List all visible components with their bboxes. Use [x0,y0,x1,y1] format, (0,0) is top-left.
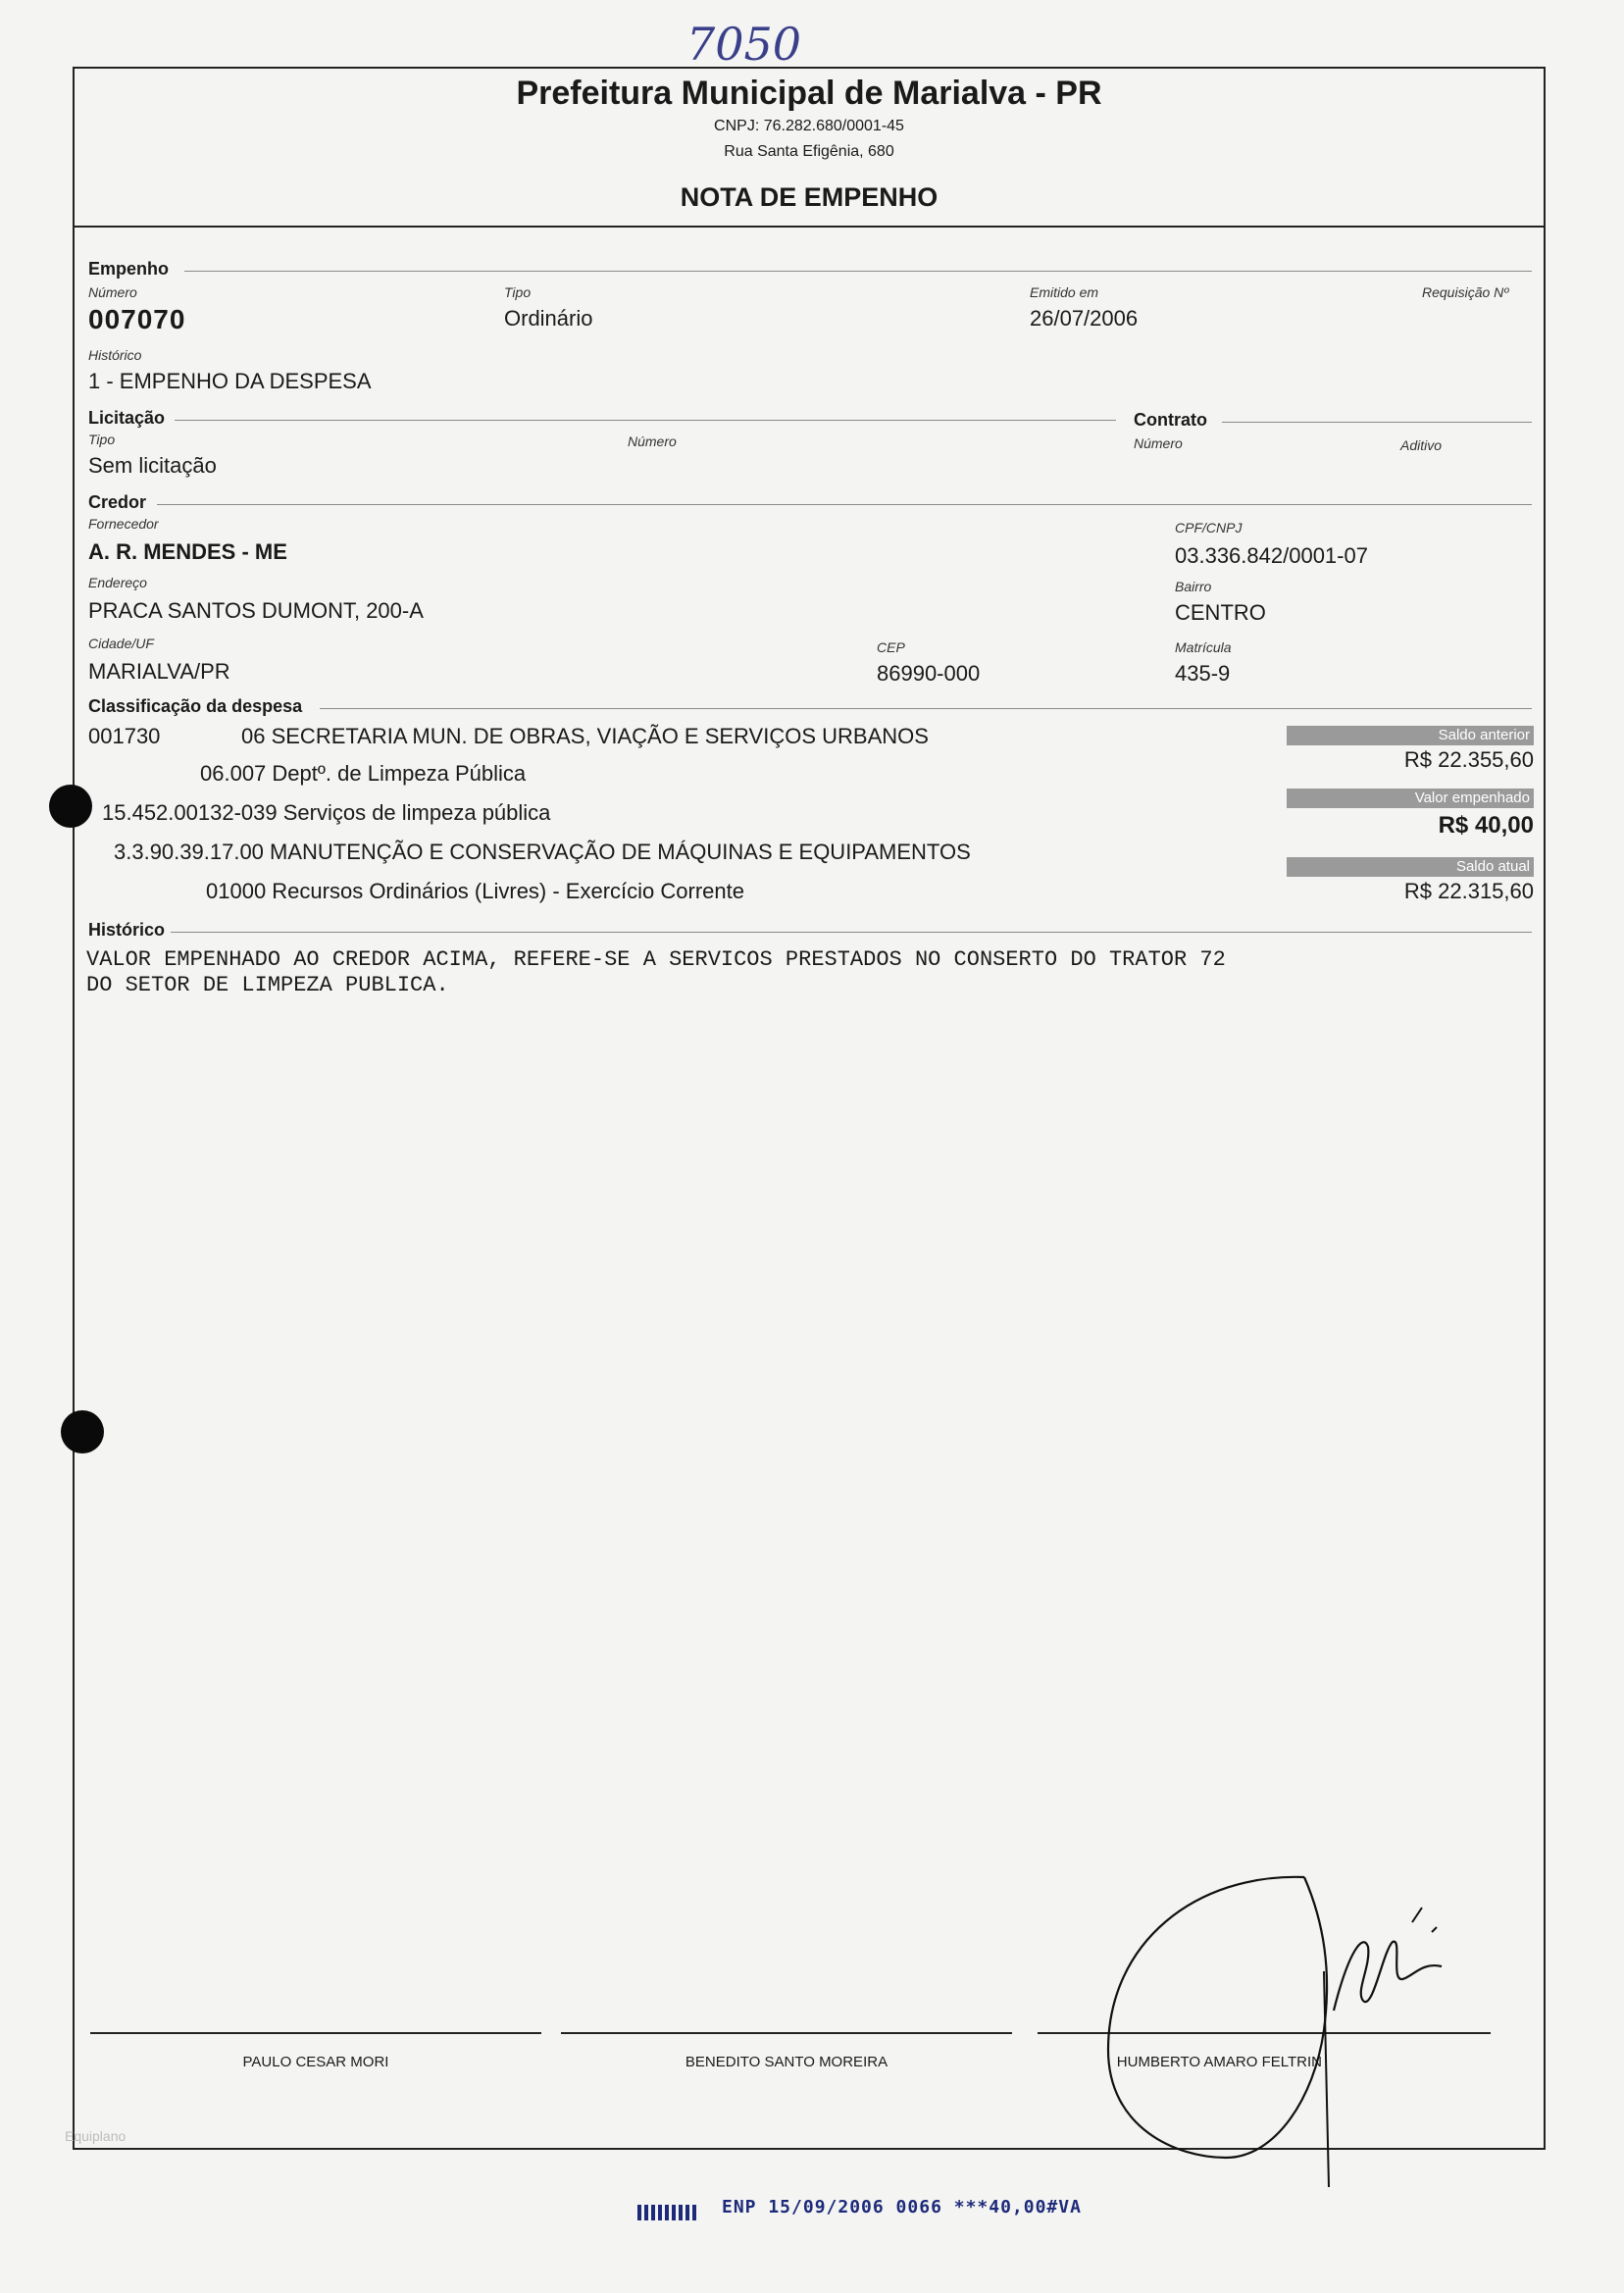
cep-label: CEP [877,639,905,655]
empenho-historico: 1 - EMPENHO DA DESPESA [88,369,372,393]
cpf-label: CPF/CNPJ [1175,520,1243,535]
emitido-date: 26/07/2006 [1030,306,1139,331]
signature-line [561,2032,1012,2034]
signatory-name: PAULO CESAR MORI [242,2054,389,2070]
empenho-tipo-label: Tipo [504,284,532,300]
matricula-value: 435-9 [1175,661,1231,686]
fornecedor-label: Fornecedor [88,516,159,532]
saldo-anterior-label: Saldo anterior [1287,726,1534,745]
cpf-value: 03.336.842/0001-07 [1175,543,1368,568]
section-rule [320,708,1532,709]
barcode-icon [637,2205,696,2220]
empenho-tipo: Ordinário [504,306,593,331]
licitacao-numero-label: Número [628,433,677,449]
orgao-code: 001730 [88,724,161,748]
section-rule [171,932,1532,933]
section-empenho: Empenho [88,259,170,279]
signatory-name: BENEDITO SANTO MOREIRA [685,2054,888,2070]
matricula-label: Matrícula [1175,639,1232,655]
header-divider [73,226,1546,228]
empenho-numero-label: Número [88,284,137,300]
historico-line-1: VALOR EMPENHADO AO CREDOR ACIMA, REFERE-SE A SERVICOS PRESTADOS NO CONSERTO DO TRATOR 72 [86,947,1226,972]
section-rule [175,420,1116,421]
bairro-value: CENTRO [1175,600,1266,625]
signature-line [90,2032,541,2034]
requisicao-label: Requisição Nº [1422,284,1509,300]
orgao-name: 06 SECRETARIA MUN. DE OBRAS, VIAÇÃO E SERVIÇOS URBANOS [241,724,929,748]
handwritten-number: 7050 [686,18,802,71]
licitacao-tipo: Sem licitação [88,453,217,478]
empenho-numero: 007070 [88,304,186,334]
section-rule [184,271,1532,272]
registration-stamp: ENP 15/09/2006 0066 ***40,00#VA [722,2197,1082,2217]
emitido-label: Emitido em [1030,284,1099,300]
section-historico: Histórico [88,920,166,940]
fornecedor-value: A. R. MENDES - ME [88,539,287,564]
saldo-atual-value: R$ 22.315,60 [1403,879,1534,903]
endereco-value: PRACA SANTOS DUMONT, 200-A [88,598,424,623]
document-title: NOTA DE EMPENHO [680,182,939,212]
contrato-numero-label: Número [1134,435,1183,451]
saldo-atual-label: Saldo atual [1287,857,1534,877]
recurso-line: 01000 Recursos Ordinários (Livres) - Exercício Corrente [206,879,744,903]
page-title: Prefeitura Municipal de Marialva - PR [516,75,1102,112]
endereco-label: Endereço [88,575,147,590]
address-line: Rua Santa Efigênia, 680 [724,143,894,160]
section-classificacao: Classificação da despesa [88,696,303,716]
cidade-label: Cidade/UF [88,636,154,651]
signatory-name: HUMBERTO AMARO FELTRIN [1116,2054,1322,2070]
cidade-value: MARIALVA/PR [88,659,230,684]
saldo-anterior-value: R$ 22.355,60 [1403,747,1534,772]
licitacao-tipo-label: Tipo [88,432,116,447]
empenho-historico-label: Histórico [88,347,142,363]
valor-empenhado-value: R$ 40,00 [1438,812,1534,839]
punch-hole [49,785,92,828]
section-licitacao: Licitação [88,408,166,428]
section-contrato: Contrato [1134,410,1207,430]
bairro-label: Bairro [1175,579,1212,594]
funcional-line: 15.452.00132-039 Serviços de limpeza pública [102,800,551,825]
historico-line-2: DO SETOR DE LIMPEZA PUBLICA. [86,973,449,997]
cnpj-line: CNPJ: 76.282.680/0001-45 [714,118,904,134]
valor-empenhado-label: Valor empenhado [1287,789,1534,808]
section-rule [157,504,1532,505]
handwritten-signature [1079,1863,1491,2187]
footer-brand: Equiplano [65,2128,127,2144]
section-rule [1222,422,1532,423]
cep-value: 86990-000 [877,661,981,686]
section-credor: Credor [88,492,147,512]
punch-hole [61,1410,104,1453]
elemento-line: 3.3.90.39.17.00 MANUTENÇÃO E CONSERVAÇÃO DE MÁQUINAS E EQUIPAMENTOS [114,840,971,864]
unidade-line: 06.007 Deptº. de Limpeza Pública [200,761,527,786]
contrato-aditivo-label: Aditivo [1400,437,1443,453]
